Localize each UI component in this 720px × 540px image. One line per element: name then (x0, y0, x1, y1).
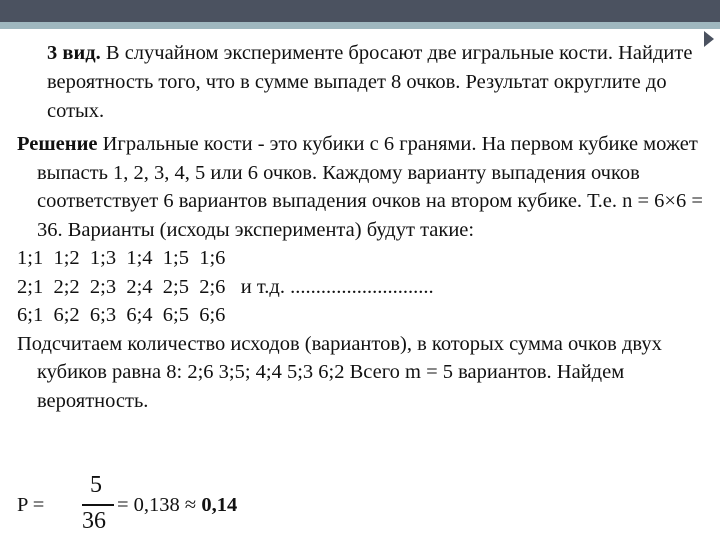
outcome-row: 2;1 2;2 2;3 2;4 2;5 2;6 и т.д. ............................ (17, 275, 434, 298)
slide-top-bar (0, 0, 720, 22)
probability-formula (17, 470, 417, 540)
probability-label: P = (17, 494, 45, 516)
slide-accent-line (0, 22, 720, 29)
fraction-numerator: 5 (90, 472, 102, 498)
favorable-count-text: Подсчитаем количество исходов (вариантов), в которых сумма очков двух кубиков равна 8: 2;6 3;5; 4;4 5;3 6;2 Всего m = 5 вариантов. Найдем вероятность. (17, 332, 662, 412)
problem-lead: 3 вид. (47, 42, 101, 64)
slide-corner-arrow-icon (704, 31, 714, 47)
outcome-row: 6;1 6;2 6;3 6;4 6;5 6;6 (17, 304, 226, 326)
solution-intro (17, 130, 717, 244)
fraction-bar (82, 504, 114, 506)
outcome-row: 1;1 1;2 1;3 1;4 1;5 1;6 (17, 247, 226, 269)
solution-block (17, 130, 717, 415)
probability-equals: = 0,138 ≈ (117, 494, 202, 516)
problem-statement (47, 39, 697, 126)
fraction-denominator: 36 (82, 508, 106, 534)
solution-intro-text: Игральные кости - это кубики с 6 гранями. На первом кубике может выпасть 1, 2, 3, 4, 5 или 6 очков. Каждому варианту выпадения очков соответствует 6 вариантов выпадения очков на втором кубике. Т.е. n = 6×6 = 36. Варианты (исходы эксперимента) будут такие: (37, 133, 703, 241)
solution-lead: Решение (17, 133, 98, 155)
problem-text: В случайном эксперименте бросают две игральные кости. Найдите вероятность того, что в сумме выпадет 8 очков. Результат округлите до сотых. (47, 42, 693, 122)
probability-result (117, 494, 237, 517)
probability-answer: 0,14 (201, 494, 238, 516)
